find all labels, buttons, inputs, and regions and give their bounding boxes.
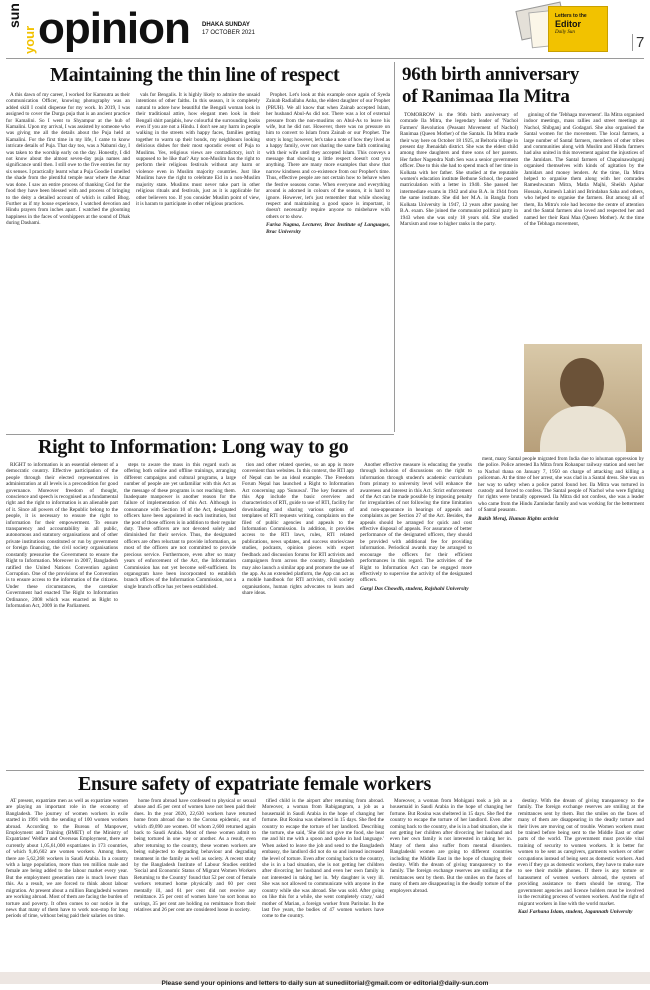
workers-text-5: destiny. With the dream of giving transparency to the family. The foreign exchange reserves are smiling at the remittances sent by them. But the smiles on the faces of many of them are disappearing in the deadly torture and their lives are moving out of trouble. Women workers must be trained before being sent to the Middle East or other parts of the world. The government must provide vital training of security to women workers. It is better for women to be sent as caregivers, garments workers or other occupations instead of being sent as domestic workers. And even if they go as domestic workers, they have to make sure to see their mobile phones. If there is any torture or harassment of women workers abroad, the system of providing assistance to them should be strong. The government agencies and licence holders must be involved in the recruiting process of women workers. And the right of migrant workers in line with the world market.: [518, 798, 644, 907]
masthead: [0, 0, 650, 58]
workers-text-2: home from abroad have confessed to physical or sexual abuse and 45 per cent of women have not been paid their dues. In the year 2020, 22,630 workers have returned home from abroad due to the Corona epidemic, out of which 49,090 are women. Of whom 2,600 returned again back to Saudi Arabia. Most of these women admit to being tortured in one way or another. As a result, even after returning to the country, these women workers are being subjected to degrading behaviour and degrading treatment in the family as well as society. A recent study by the Bangladesh Institute of Labour Studies entitled 'Social and Economic Status of Migrant Women Workers Returning to the Country' found that 52 per cent of female workers returned home physically and 60 per cent mentally ill, and 61 per cent did not receive any remittance. 25 per cent of women have 'no sort bonus no savings, 35 per cent are holding no remittance from their relatives and 26 per cent are considered loose in society.: [134, 798, 256, 913]
workers-text-4: Moreover, a woman from Mohigani took a job as a housemaid in Saudi Arabia in the hope of changing her fortune. But Rosina was sheltered in 15 days. She fled the country to escape the torture of her landlord. Even after coming back to the country, she is in a bad situation, she is not getting her children after divorcing her husband and even her own family is not interested in taking her in. Many of them also suffer from mental disorders. Bangladeshi women are going to different countries including the Middle East in the hope of changing their destiny. With the dream of giving transparency to the family. The foreign exchange reserves are smiling at the remittances sent by them. But the smiles on the faces of many of them are disappearing in the deadly torture of the employers abroad.: [390, 798, 512, 894]
rti-col-1: [6, 462, 118, 760]
workers-byline: Kazi Farhana Islam, student, Jagannath University: [518, 908, 633, 915]
respect-col-3: [266, 92, 390, 430]
ranimaa-col-2: [524, 112, 644, 340]
ranimaa-text-3: ment, many Santal people migrated from India due to inhuman oppression by the police. Police arrested Ila Mitra from Rohanpur railway station and sent her to Nachol thana on January 7, 1950 on charge of attacking and killing a policeman. At the time of her arrest, she was clad in a Santal dress. She was on her way to safety when a police patrol found her. Ila Mitra was tortured in custody and forced to confess. The Santal people of Nachol who were fighting for rights were brutally oppressed. Ila Mitra did not confess, she was a leader who came from the Hindu Zamindar family and was working for the betterment of Santal peasants.: [478, 456, 644, 514]
headline-ranimaa-line2: of Ranimaa Ila Mitra: [402, 86, 570, 107]
workers-col-2: [134, 798, 256, 970]
respect-text-1: A this dawn of my career, I worked for Kamsutra as their communication Officer, knowing photography was an added skill I could dispense for my work. In 2019, I was assigned to cover the Durga puja that is an ancient practice for Kamalini. So I went to Shyampur at the hub of Kamalini. Upon my arrival, I was assisted by someone who was giving me all the details about the Puja held at Kamalini. For the first time in my life, I came to know intricate details of Puja. That day too, was a Nabami day, I was taken to the worship early on the day. Honestly, I did not know about the almost seven-day puja names and significance until then. I still owe to the five entries for my six senses. I practically learnt what a Puja Goodie I smelled the shade from the plentiful temple near where the Amar was done. I saw an entire process of thanking God for the food they have been blessed with and process of bringing to the deity a detailed account of which is called Bhog. Further as if my house experience, I watched devotion and Hindu prayers from inches apart. I watched the glooming happiness in the faces of worshippers at the sound of Dhak during Dashami.: [6, 92, 130, 227]
masthead-divider: [6, 58, 644, 59]
rti-text-3: tion and other related queries, so an app is more convenient than websites. In this context, the RTI app of Nepal can be an ideal example. The Freedom Forum Nepal has launched a Right to Information Act concerning app 'Sunuwai'. The key features of this App include the basic overview and characteristics of RTI, guide to use of RTI, facility for downloading and sharing various options of templates of RTI requests writing, complaints on the filed of public agencies and appeals to the Information Commission. In addition, it provides access to the RTI laws, rules, RTI related publications, news updates, and success stories/case studies, podcasts, opinion pieces with expert feedback and discussion forums for RTI activists and campaigners from across the country. Bangladesh may also launch a similar app and promote the use of the app. As an extended platform, the App can act as a mobile handbook for RTI activists, civil society organisations, human rights advocates to learn and share ideas.: [242, 462, 354, 597]
ranimaa-col-3: [478, 456, 644, 770]
paper-date: 17 OCTOBER 2021: [202, 30, 255, 36]
respect-col-2: [136, 92, 260, 430]
respect-text-2: vals for Bengalis. It is highly likely to admire the unsaid intentions of other faiths. In this season, it is completely natural to adore how beautiful the Bengali woman look in their traditional attire, how elegant men look in their Bengali shirt panjabis, how colourful the surrounding looks even if you are not a Hindu. I don't see any harm in people walking in the streets with happy faces, families getting together to warm up their bonds, my neighbours looking delicious dishes for their most sporadic event of Puja to Muslims. Yes, religious views are contradictory, isn't it supposed to be like that? Any non-Muslim has the right to perform their religious festivals without any harm or violence even in Muslim majority countries. Just like Muslims have the right to celebrate Eid in a non-Muslim majority state. Muslims must never take part in other religious rituals and festivals, just as it is applicable for other believers too. If you consider Muslim point of view, it is haram to participate in other religious practices.: [136, 92, 260, 207]
respect-byline: Farisa Nagma, Lecturer, Brac Institute of Languages, Brac University: [266, 222, 390, 235]
rti-text-2: steps to aware the mass in this regard such as offering both online and offline trainings, arranging different campaigns and cultural programs, a large number of people are yet unfamiliar with this Act as the message of these programs is not reaching them. Inadequate manpower is another reason for the failure of implementation of this Act. Although in consonance with Section 10 of the Act, designated officers have been appointed in each institution, but the post of those officers is in addition to their regular duty. These officers are not devoted solely and diminished for their service. Thus, the designated officers are often reluctant to provide information, as most of the officers are not committed to provide precious service. Furthermore, even after so many years of enforcement of the Act, the Information Commission has not yet become self-sufficient. Its organogram have been incorporated to establish branch offices of the Information Commission, not a single branch office has yet been established.: [124, 462, 236, 590]
workers-top-divider: [6, 770, 644, 771]
letters-card-line2: Editor: [555, 19, 581, 29]
footer-bar: [0, 972, 650, 987]
ranimaa-text-2: ginning of the 'Tebhaga movement'. Ila Mitra organised indoor meetings, mass rallies and street meetings at Nachol, Shibganj and Godagari. She also organised the Santal women for the movement. The local farmers, a large number of Santal farmers, members of other tribes and communities along with Muslim and Hindu farmers had also united in this movement against the injustices of the Jamidars. The Santal farmers of Chapainawabganj organised themselves with kinds of agitation by the Jamidars and money lenders. At the time, Ila Mitra helped to organise them along with her comrades Rameshwaram Mitra, Matla Majhi, Sheikh Ajahar Hossain, Animesh Lahiri and Brindaban Saha and others, who helped to organise the farmers. But among all of them, Ila Mitra's role had become the centre of attention and the Santal farmers also loved and respected her and named her their Rani Maa (Queen Mother). At the time of the Tebhaga movement,: [524, 112, 644, 227]
brand-sun: sun: [6, 3, 22, 28]
respect-text-3: Prophet. Let's look at this example once again of Syeda Zainab Radiallahu Anha, the eldest daughter of our Prophet (PBUH). We all know that when Zainab accepted Islam, her husband Abul-As did not. There was a lot of external pressure from the non-muslims on Abul-As to leave his wife, but he did not. However, there was no pressure on him to convert to Islam from Zainab or our Prophet. The story is long; however, let's take a note of how they lived as a happy family, over not sharing the same faith continuing with their wife until they accepted Islam. This conveys a message that showing a little respect doesn't cost you anything. There are many more examples that show that narrow kindness and co-existence from our Prophet's time. Thus, effective people are not certain how to behave when the festive seasons come. When everyone and everything around is adorned in colours of the season, it is hard to ignore. However, let's just remember that while showing respect and maintaining a good space is important, it doesn't necessarily require anyone to misbehave with others or to show.: [266, 92, 390, 220]
footer-text: Please send your opinions and letters to daily sun at sunediitorial@gmail.com or editorial@daily-sun.com: [161, 980, 489, 987]
workers-col-3: [262, 798, 384, 970]
ranimaa-byline: Rakib Meraj, Human Rights activist: [478, 515, 559, 522]
workers-text-1: AT present, expatriate men as well as expatriate women are playing an important role in the economy of Bangladesh. The journey of women workers in exile started in 1991 with the sending of 100 women workers abroad. According to the Bureau of Manpower, Employment and Training (BMET) of the Ministry of Expatriates' Welfare and Overseas Employment, there are currently about 1,05,61,000 expatriates in 173 countries, of which 9,46,602 are women workers. Among them, there are 5,62,268 workers in Saudi Arabia. In a country with a large population, more than ten million male and female are being added to the labour market every year. But the employment generation rate is much lower than this. As a result, we are forced to think about labour migration. At present about a million Bangladeshi women are working abroad. Most of them are facing the burden of torture and poverty. It often comes to our notice in the news that many of them have to work non-stop for long periods of time, without being paid their salaries on time.: [6, 798, 128, 920]
ranimaa-text-1: TOMORROW is the 96th birth anniversary of comrade Ila Mitra, the legendary leader of 'Nachol Farmers' Revolution (Peasant Movement of Nachol) Ranimaa (Queen Mother) of the Santals. Ila Mitra made their way here on October 18 1925, at Beltoria village in present day Jhenaidah district. She was the eldest child among three daughters and three sons of her parents. Her father Nagendra Nath Sen was a senior government officer. Due to this she had to spend much of her time in Kolkata with her father. She studied at the reputable women's education institute Bethune School, the passed matriculation with a letter in 1940. She passed her intermediate exams in 1942 and also B.A. in 1944 from the same institute. She did her M.A. in Bangla from Kolkata University in 1947, 12 years after passing her B.A. exam. She joined the communist political party in 1943 when she was only 18 years old. She studied Marxism and rose to higher ranks in the party.: [400, 112, 518, 227]
letters-card: [508, 2, 616, 54]
respect-col-1: [6, 92, 130, 430]
ila-mitra-portrait: [524, 344, 642, 452]
workers-col-5: [518, 798, 644, 970]
rti-top-divider: [6, 434, 394, 435]
workers-col-1: [6, 798, 128, 970]
rti-text-1: RIGHT to information is an essential element of a democratic country. Effective participation of the people through their elected representatives in administration at all levels is a precondition for good governance. Moreover freedom of thought, conscience and speech is recognised as a fundamental right and the right to information is an alienable part of it. Since all powers of the Republic belong to the people, it is necessary to ensure the right to information for their empowerment. To ensure transparency and accountability in all public, autonomous and statutory organisations and of other private institutions constituted or run by government or foreign financing, the civil society organisations constantly pressurise the Government to ensure the Right to Information. Moreover in 2007, Bangladesh ratified the United Nations Convention against Corruption. One of the provisions of the Convention is to ensure access to the information of the citizens. Under these circumstances, the caretaker Government had enacted The Right to Information Ordinance, 2008 which was enacted as Right to Information Act, 2009 in the Parliament.: [6, 462, 118, 609]
headline-ranimaa-line1: 96th birth anniversary: [402, 64, 580, 85]
headline-respect: Maintaining the thin line of respect: [50, 64, 340, 86]
vertical-divider-top: [394, 62, 395, 432]
headline-rti: Right to Information: Long way to go: [38, 436, 349, 458]
portrait-head: [560, 358, 604, 410]
rti-text-4: Another effective measure is educating the youths through inclusion of discussions on the right to information through student's academic curriculum from primary to university level will enhance the awareness and interest in this Act. Strict enforcement of the Act can be made possible by imposing penalty for irregularities of not following the time limitation and non-appearance in hearings of appeals and complaints as per Section 27 of the Act. Besides, the appeals should be arranged for quick and cost effective disposal of appeals. For assurance of better performance of the designated officers, they should be provided with additional fee for providing information. Periodical awards may be arranged to encourage the officers for their efficient performances in this regard. The activities of the Right to Information Act can be engaged more effectively to supervise the activity of the designated officers.: [360, 462, 472, 584]
brand-opinion: opinion: [38, 4, 190, 53]
rti-col-3: [242, 462, 354, 760]
letters-card-line3: Daily Sun: [555, 30, 575, 35]
rti-col-4: [360, 462, 472, 760]
ranimaa-col-1: [400, 112, 518, 440]
letters-card-panel: [548, 6, 608, 52]
workers-col-4: [390, 798, 512, 970]
headline-workers: Ensure safety of expatriate female workers: [78, 773, 432, 795]
workers-text-3: tified child is the airport after returning from abroad. Moreover, a woman from Rabigangram, a job as a housemaid in Saudi Arabia in the hope of changing her fortune. But Rosina was sheltered in 15 days. She fled the country to escape the torture of her landlord. Describing the torture, she said, 'She did not give me food, she beat me and hit me with a spoon and spoke in bad language.' When asked to leave the job and send to the Bangladesh embassy, the landlord did not do so and instead increased the level of torture. Even after coming back to the country, she is in a bad situation, she is not getting her children after divorcing her husband and even her own family is not interested in taking her in. 'My daughter is very ill. She was not allowed to communicate with anyone in the country while she was abroad. She was sold. After going on like this for a while, she went completely crazy,' said mother of Marian, a foreign worker from Paritolar. In the last five years, the bodies of 47 women workers have come to the country.: [262, 798, 384, 920]
rti-col-2: [124, 462, 236, 760]
rti-byline: Gargi Das Chowdh, student, Rajshahi University: [360, 585, 469, 592]
letters-card-line1: Letters to the: [555, 13, 587, 19]
page-number: 7: [632, 34, 644, 51]
paper-name: DHAKA SUNDAY: [202, 22, 250, 28]
brand-your: your: [22, 25, 37, 54]
portrait-body: [540, 406, 626, 452]
